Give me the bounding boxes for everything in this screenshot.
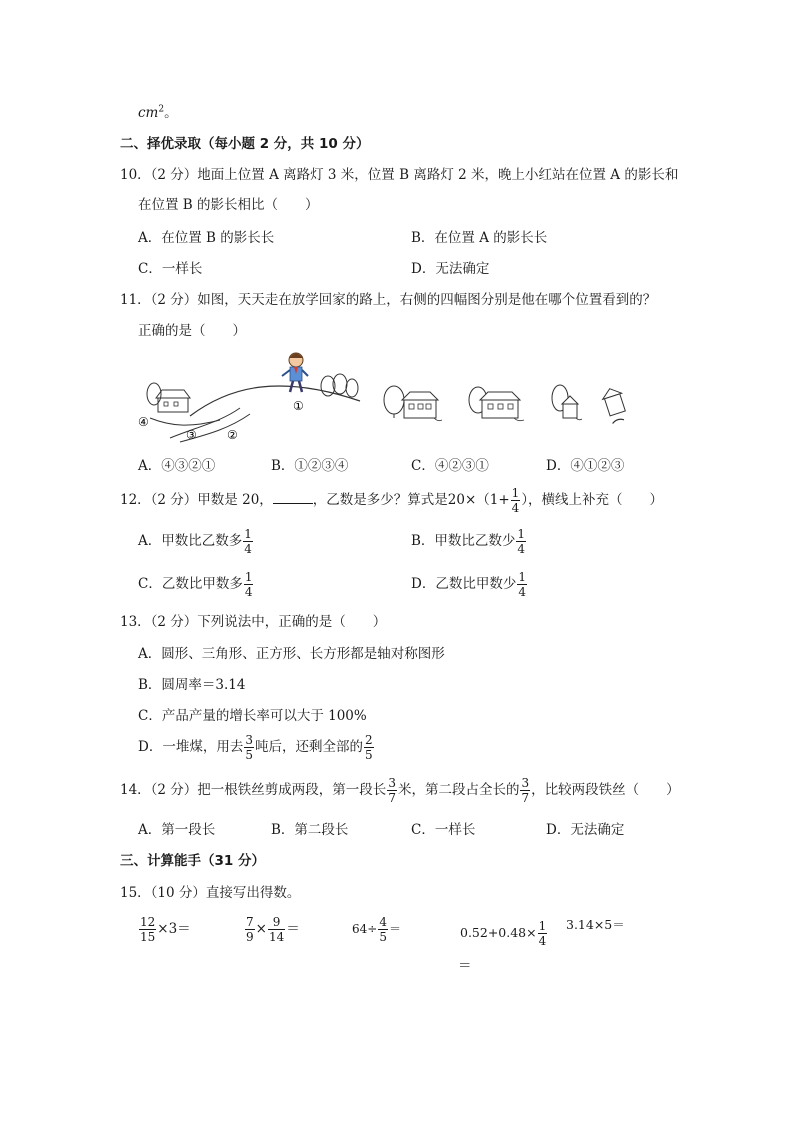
path-scene-illustration <box>130 346 370 446</box>
q12-option-b[interactable]: B．甲数比乙数少 $\frac{1}{4}$ <box>411 527 526 556</box>
question-10-stem: 10．（2 分）地面上位置 A 离路灯 3 米，位置 B 离路灯 2 米，晚上小红站在位置 A 的影长和 <box>120 167 679 183</box>
section-heading: 三、计算能手（31 分） <box>120 853 265 869</box>
q11-option-c[interactable]: C．④②③① <box>411 458 489 474</box>
question-14-stem: 14．（2 分）把一根铁丝剪成两段，第一段长 $\frac{3}{7}$ 米，第二段占全长的 $\frac{3}{7}$ ，比较两段铁丝（ ） <box>120 776 680 805</box>
q13-option-a[interactable]: A．圆形、三角形、正方形、长方形都是轴对称图形 <box>138 646 445 662</box>
q12-option-c[interactable]: C．乙数比甲数多 $\frac{1}{4}$ <box>138 570 253 599</box>
q12-option-a[interactable]: A．甲数比乙数多 $\frac{1}{4}$ <box>138 527 252 556</box>
section-heading: 二、择优录取（每小题 2 分，共 10 分） <box>120 136 370 152</box>
q13-option-d[interactable]: D．一堆煤，用去 $\frac{3}{5}$ 吨后，还剩全部的 $\frac{2}{5}$ <box>138 733 373 762</box>
calc-expression-4: 0.52+0.48× $\frac{1}{4}$ <box>460 919 547 948</box>
calc-expression-1: $\frac{12}{15}$ ×3＝ <box>140 915 191 944</box>
view-house-front-icon <box>384 386 442 421</box>
question-11-stem: 11．（2 分）如图，天天走在放学回家的路上，右侧的四幅图分别是他在哪个位置看到的？ <box>120 292 657 308</box>
q10-option-d[interactable]: D．无法确定 <box>411 261 490 277</box>
q14-option-c[interactable]: C．一样长 <box>411 822 476 838</box>
question-15-stem: 15．（10 分）直接写出得数。 <box>120 885 301 901</box>
question-10-stem-cont: 在位置 B 的影长相比（ ） <box>138 197 319 213</box>
q10-option-b[interactable]: B．在位置 A 的影长长 <box>411 230 548 246</box>
question-12-stem: 12．（2 分）甲数是 20， ，乙数是多少？算式是20×（1+ $\frac{1}{4}$ ），横线上补充（ ） <box>120 486 664 515</box>
view-house-tilted-icon <box>600 386 630 425</box>
answer-blank <box>273 491 313 504</box>
calc-expression-2: $\frac{7}{9}$ × $\frac{9}{14}$ ＝ <box>246 915 300 944</box>
q14-option-a[interactable]: A．第一段长 <box>138 822 216 838</box>
position-2-label: ② <box>227 428 238 442</box>
calc-expression-5: 3.14×5＝ <box>566 917 625 932</box>
q10-option-c[interactable]: C．一样长 <box>138 261 203 277</box>
q11-option-d[interactable]: D．④①②③ <box>546 458 625 474</box>
calc-equals-sign: ＝ <box>458 958 472 974</box>
view-house-side-icon <box>469 387 524 421</box>
view-house-far-icon <box>552 385 582 420</box>
q14-option-d[interactable]: D．无法确定 <box>546 822 625 838</box>
q13-option-b[interactable]: B．圆周率＝3.14 <box>138 677 246 693</box>
q13-option-c[interactable]: C．产品产量的增长率可以大于 100% <box>138 708 367 724</box>
position-3-label: ③ <box>186 428 197 442</box>
four-views-illustration <box>380 378 640 434</box>
q11-option-a[interactable]: A．④③②① <box>138 458 216 474</box>
question-13-stem: 13．（2 分）下列说法中，正确的是（ ） <box>120 614 387 630</box>
position-1-label: ① <box>293 399 304 413</box>
q12-option-d[interactable]: D．乙数比甲数少 $\frac{1}{4}$ <box>411 570 526 599</box>
question-11-stem-cont: 正确的是（ ） <box>138 323 246 339</box>
q11-option-b[interactable]: B．①②③④ <box>271 458 349 474</box>
q10-option-a[interactable]: A．在位置 B 的影长长 <box>138 230 275 246</box>
position-4-label: ④ <box>138 415 149 429</box>
calc-expression-3: 64÷ $\frac{4}{5}$ ＝ <box>352 915 401 944</box>
tree-icon <box>346 379 358 397</box>
prev-answer-unit: $cm^2$。 <box>138 104 178 121</box>
q14-option-b[interactable]: B．第二段长 <box>271 822 349 838</box>
